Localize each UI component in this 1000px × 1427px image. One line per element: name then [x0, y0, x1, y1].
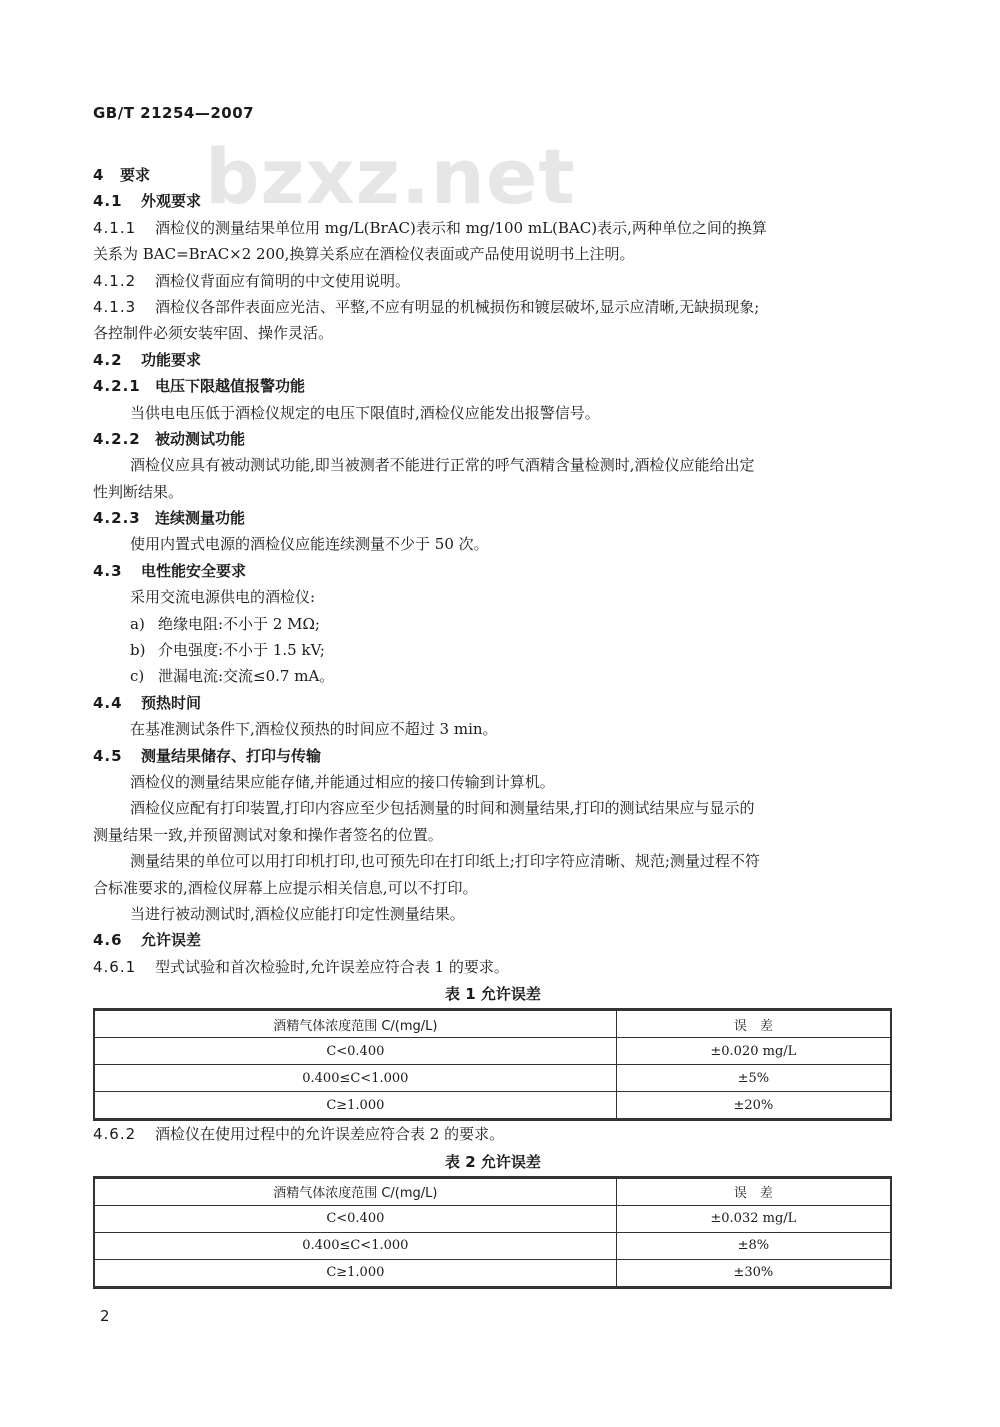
table-cell: C<0.400 [95, 1205, 617, 1232]
clause-number: 4.1.3 [93, 297, 137, 316]
clause-number: 4.6.2 [93, 1125, 137, 1144]
list-item-label: b) [130, 641, 146, 660]
list-item-text: 泄漏电流:交流≤0.7 mA。 [158, 667, 335, 686]
section-4-4-heading [93, 690, 893, 716]
table-row [95, 1205, 891, 1232]
table-cell: C≥1.000 [95, 1092, 617, 1119]
section-title: 预热时间 [141, 693, 202, 712]
document-body [93, 162, 893, 1289]
table-cell: ±30% [616, 1259, 890, 1286]
section-title: 电性能安全要求 [141, 561, 247, 580]
table-cell: 0.400≤C<1.000 [95, 1065, 617, 1092]
table-1 [93, 1008, 892, 1121]
section-4-4-text: 在基准测试条件下,酒检仪预热的时间应不超过 3 min。 [130, 720, 498, 739]
section-4-5-para-3-cont: 合标准要求的,酒检仪屏幕上应提示相关信息,可以不打印。 [93, 878, 478, 897]
clause-4-2-1-heading [93, 373, 893, 399]
clause-4-6-1 [93, 954, 893, 980]
section-4-5-para-1: 酒检仪的测量结果应能存储,并能通过相应的接口传输到计算机。 [130, 772, 555, 791]
list-item [93, 663, 893, 689]
table-1-caption: 表 1 允许误差 [445, 985, 541, 1004]
section-4-6-heading [93, 927, 893, 953]
section-4-5-para-3: 测量结果的单位可以用打印机打印,也可预先印在打印纸上;打印字符应清晰、规范;测量过程不符 [130, 852, 760, 871]
table-row [95, 1232, 891, 1259]
clause-4-1-1-cont: 关系为 BAC=BrAC×2 200,换算关系应在酒检仪表面或产品使用说明书上注明。 [93, 245, 635, 264]
table-row [95, 1038, 891, 1065]
table-header-cell: 误 差 [616, 1178, 890, 1205]
section-title: 要求 [120, 166, 151, 184]
clause-number: 4.1.2 [93, 271, 137, 290]
section-4-5-para-2-cont: 测量结果一致,并预留测试对象和操作者签名的位置。 [93, 825, 443, 844]
table-header-cell: 酒精气体浓度范围 C/(mg/L) [95, 1178, 617, 1205]
clause-4-2-3-heading [93, 505, 893, 531]
clause-title: 连续测量功能 [155, 509, 246, 528]
clause-4-2-3-text: 使用内置式电源的酒检仪应能连续测量不少于 50 次。 [130, 535, 489, 554]
list-item [93, 637, 893, 663]
table-cell: 0.400≤C<1.000 [95, 1232, 617, 1259]
table-cell: ±0.020 mg/L [616, 1038, 890, 1065]
clause-text: 酒检仪背面应有简明的中文使用说明。 [155, 271, 411, 290]
clause-number: 4.2.3 [93, 509, 141, 528]
page-number: 2 [100, 1307, 110, 1325]
clause-4-2-2-text: 酒检仪应具有被动测试功能,即当被测者不能进行正常的呼气酒精含量检测时,酒检仪应能给出定 [130, 456, 755, 475]
table-header-cell: 酒精气体浓度范围 C/(mg/L) [95, 1011, 617, 1038]
clause-text: 酒检仪各部件表面应光洁、平整,不应有明显的机械损伤和镀层破坏,显示应清晰,无缺损现象; [155, 297, 760, 316]
table-row [95, 1259, 891, 1286]
clause-4-2-2-cont: 性判断结果。 [93, 482, 184, 501]
clause-text: 酒检仪的测量结果单位用 mg/L(BrAC)表示和 mg/100 mL(BAC)表示,两种单位之间的换算 [155, 218, 767, 237]
section-number: 4.1 [93, 192, 123, 211]
watermark: bzxz.net [205, 132, 576, 221]
list-item-text: 绝缘电阻:不小于 2 MΩ; [158, 614, 320, 633]
clause-number: 4.2.2 [93, 429, 141, 448]
table-2 [93, 1176, 892, 1289]
table-header-cell: 误 差 [616, 1011, 890, 1038]
table-cell: ±5% [616, 1065, 890, 1092]
list-item [93, 611, 893, 637]
clause-title: 被动测试功能 [155, 429, 246, 448]
section-number: 4 [93, 166, 105, 184]
list-item-text: 介电强度:不小于 1.5 kV; [158, 641, 325, 660]
section-number: 4.4 [93, 693, 123, 712]
section-title: 外观要求 [141, 192, 202, 211]
clause-title: 电压下限越值报警功能 [155, 377, 306, 396]
section-title: 功能要求 [141, 350, 202, 369]
table-cell: ±0.032 mg/L [616, 1205, 890, 1232]
section-4-3-heading [93, 558, 893, 584]
section-number: 4.3 [93, 561, 123, 580]
clause-4-6-2 [93, 1121, 893, 1147]
table-header-row [95, 1011, 891, 1038]
clause-text: 酒检仪在使用过程中的允许误差应符合表 2 的要求。 [155, 1125, 505, 1144]
section-4-2-heading [93, 347, 893, 373]
clause-4-1-3 [93, 294, 893, 320]
section-number: 4.5 [93, 746, 123, 765]
standard-number: GB/T 21254—2007 [93, 104, 255, 122]
table-header-row [95, 1178, 891, 1205]
table-cell: C≥1.000 [95, 1259, 617, 1286]
section-title: 允许误差 [141, 931, 202, 950]
table-2-caption: 表 2 允许误差 [445, 1152, 541, 1171]
clause-4-1-3-cont: 各控制件必须安装牢固、操作灵活。 [93, 324, 334, 343]
table-cell: ±20% [616, 1092, 890, 1119]
table-row [95, 1092, 891, 1119]
clause-4-2-1-text: 当供电电压低于酒检仪规定的电压下限值时,酒检仪应能发出报警信号。 [130, 403, 600, 422]
clause-number: 4.1.1 [93, 218, 137, 237]
section-number: 4.2 [93, 350, 123, 369]
clause-4-2-2-heading [93, 426, 893, 452]
clause-4-1-2 [93, 268, 893, 294]
clause-number: 4.6.1 [93, 957, 137, 976]
table-row [95, 1065, 891, 1092]
list-item-label: c) [130, 667, 145, 686]
section-4-heading [93, 162, 893, 188]
section-4-5-heading [93, 743, 893, 769]
section-title: 测量结果储存、打印与传输 [141, 746, 322, 765]
clause-4-1-1 [93, 215, 893, 241]
section-4-5-para-2: 酒检仪应配有打印装置,打印内容应至少包括测量的时间和测量结果,打印的测试结果应与显示的 [130, 799, 755, 818]
list-item-label: a) [130, 614, 145, 633]
section-4-5-para-4: 当进行被动测试时,酒检仪应能打印定性测量结果。 [130, 904, 465, 923]
section-4-3-intro: 采用交流电源供电的酒检仪: [130, 588, 316, 607]
section-4-1-heading [93, 188, 893, 214]
clause-number: 4.2.1 [93, 377, 141, 396]
table-cell: C<0.400 [95, 1038, 617, 1065]
section-number: 4.6 [93, 931, 123, 950]
table-cell: ±8% [616, 1232, 890, 1259]
clause-text: 型式试验和首次检验时,允许误差应符合表 1 的要求。 [155, 957, 509, 976]
